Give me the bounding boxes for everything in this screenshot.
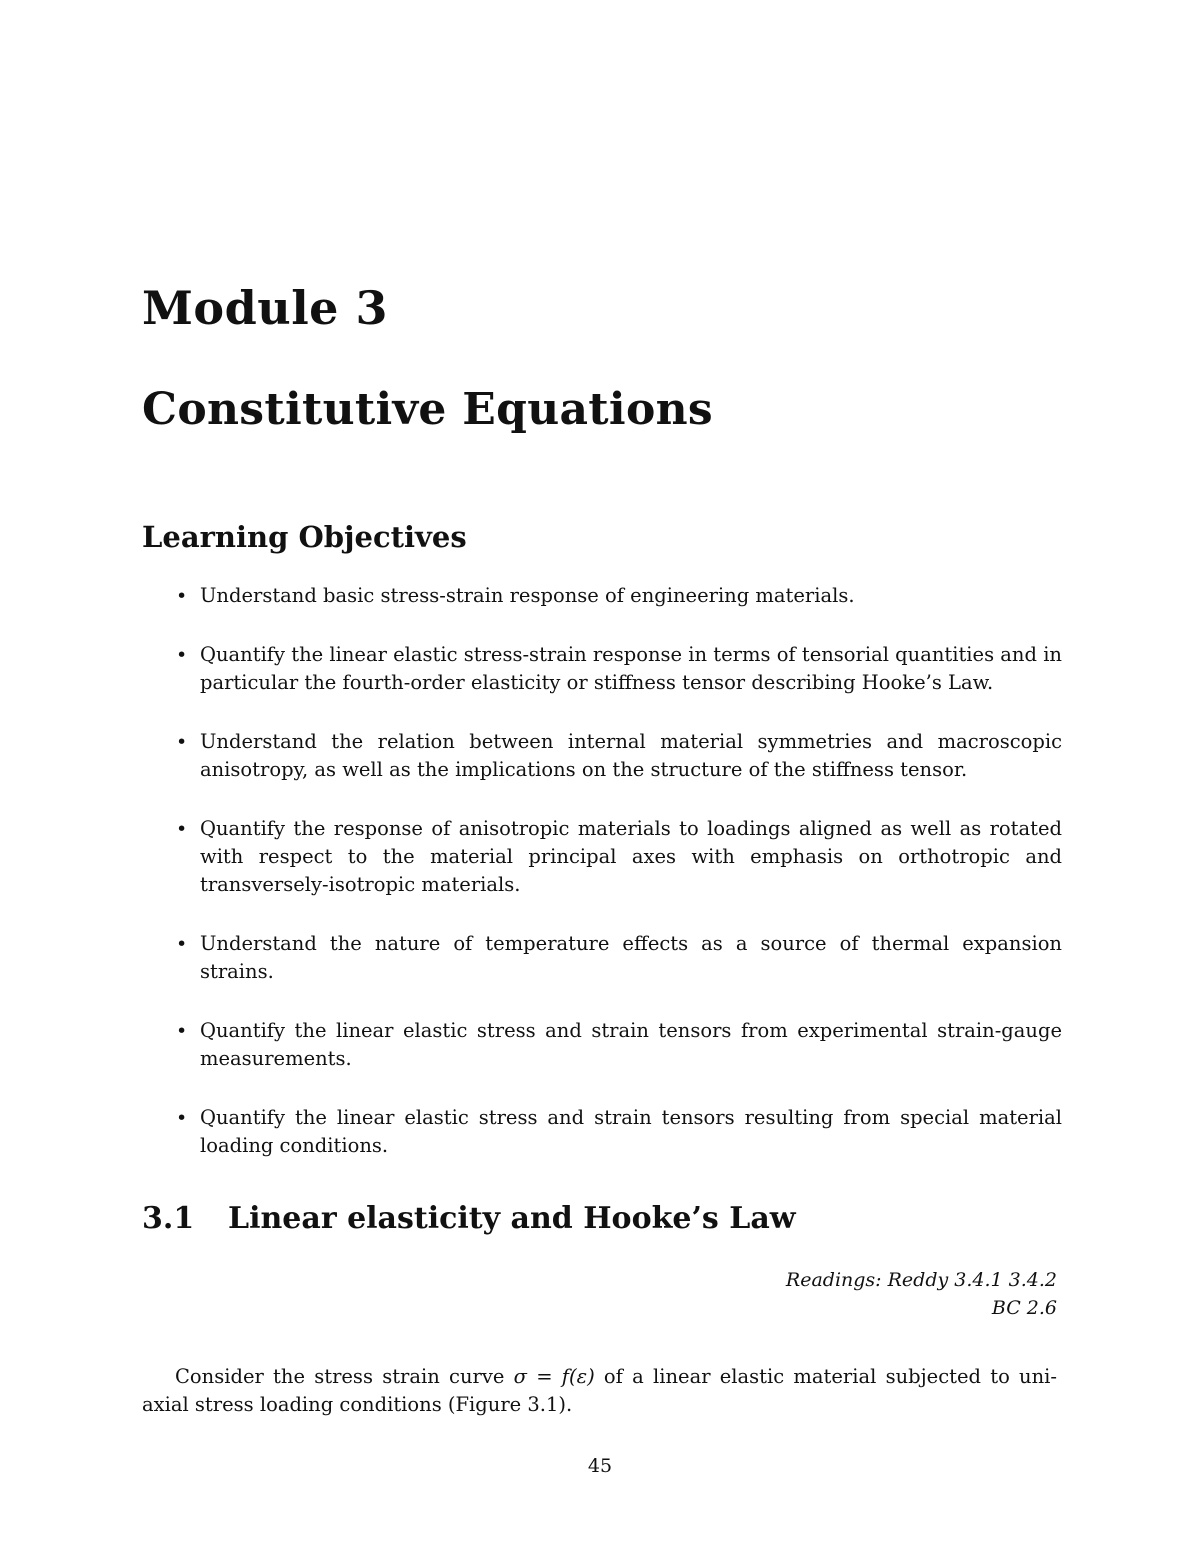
- objective-item: [142, 930, 1062, 986]
- objective-text: Understand the relation between internal material symmetries and macroscopic anisotropy, as well as the implications on the structure of the stiffness tensor.: [200, 730, 1062, 781]
- bullet-icon: •: [176, 1020, 188, 1042]
- paragraph-text: Consider the stress strain curve: [175, 1365, 514, 1388]
- objective-item: [142, 641, 1062, 697]
- bullet-icon: •: [176, 731, 188, 753]
- objective-text: Quantify the linear elastic stress and strain tensors resulting from special material loading conditions.: [200, 1106, 1062, 1157]
- bullet-icon: •: [176, 1107, 188, 1129]
- body-paragraph: [142, 1363, 1057, 1419]
- objective-item: [142, 582, 1062, 610]
- objective-item: [142, 815, 1062, 899]
- readings-note: [786, 1266, 1057, 1322]
- objective-text: Quantify the response of anisotropic materials to loadings aligned as well as rotated with respect to the material principal axes with emphasis on orthotropic and transversely-isotropic materials.: [200, 817, 1062, 896]
- readings-line: BC 2.6: [991, 1297, 1057, 1319]
- readings-line: Readings: Reddy 3.4.1 3.4.2: [785, 1269, 1057, 1291]
- section-number: 3.1: [142, 1201, 195, 1236]
- math-expression: σ = f(ε): [513, 1365, 595, 1388]
- objective-text: Quantify the linear elastic stress and strain tensors from experimental strain-gauge measurements.: [200, 1019, 1062, 1070]
- objective-text: Understand basic stress-strain response of engineering materials.: [200, 584, 855, 607]
- chapter-title: Constitutive Equations: [142, 384, 713, 435]
- page-number: 45: [587, 1455, 613, 1477]
- bullet-icon: •: [176, 933, 188, 955]
- module-label: Module 3: [142, 281, 388, 335]
- section-heading: [142, 1198, 796, 1240]
- section-title: Linear elasticity and Hooke’s Law: [228, 1201, 796, 1236]
- objective-text: Understand the nature of temperature effects as a source of thermal expansion strains.: [200, 932, 1062, 983]
- objective-item: [142, 1104, 1062, 1160]
- bullet-icon: •: [176, 585, 188, 607]
- bullet-icon: •: [176, 644, 188, 666]
- objective-text: Quantify the linear elastic stress-strain response in terms of tensorial quantities and in particular the fourth-order elasticity or stiffness tensor describing Hooke’s Law.: [200, 643, 1062, 694]
- learning-objectives-heading: Learning Objectives: [142, 520, 467, 554]
- objective-item: [142, 1017, 1062, 1073]
- paragraph-text: of a linear elastic material subjected to uni-axial stress loading conditions (Figure 3.1).: [142, 1365, 1057, 1416]
- learning-objectives-list: [142, 582, 1062, 1191]
- objective-item: [142, 728, 1062, 784]
- bullet-icon: •: [176, 818, 188, 840]
